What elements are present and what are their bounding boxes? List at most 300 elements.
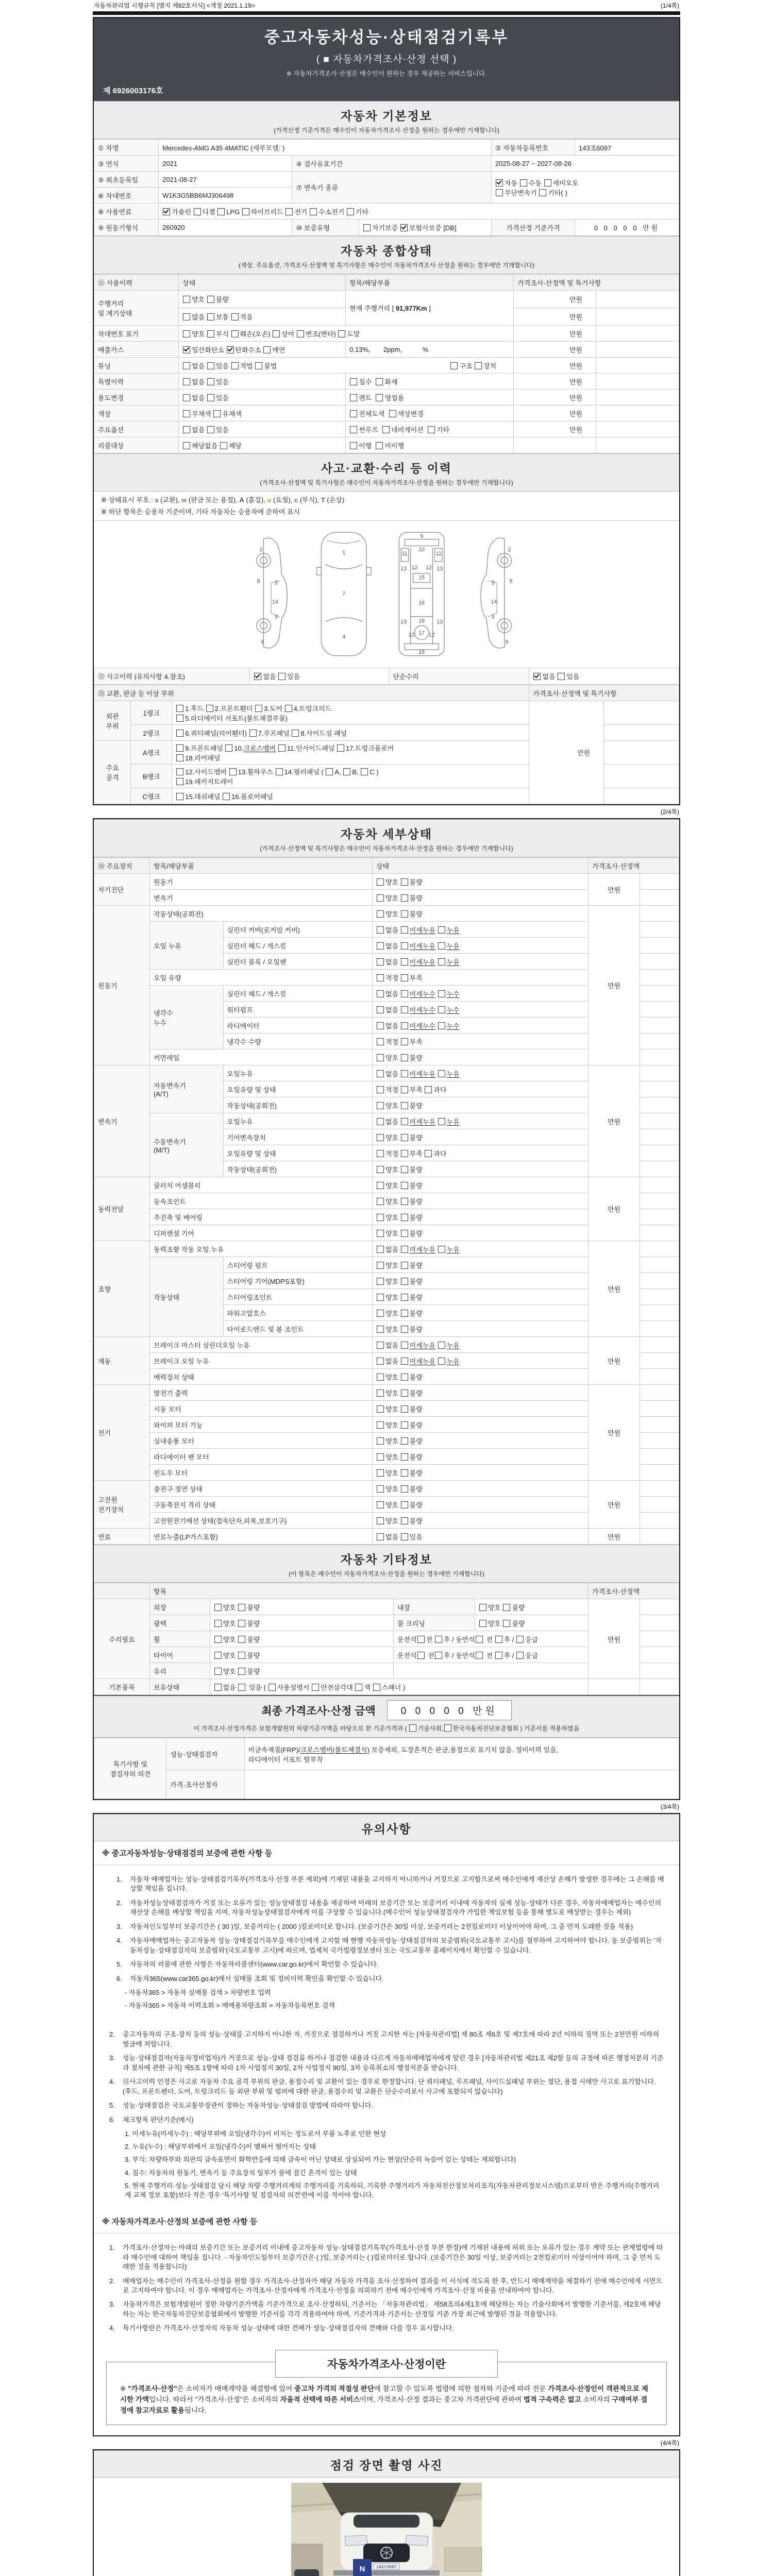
checkbox[interactable]	[401, 1150, 408, 1157]
checkbox[interactable]	[438, 1358, 445, 1365]
item-cell: 동력조향 작동 오일 누유	[149, 1241, 372, 1257]
checkbox[interactable]	[183, 442, 190, 449]
checkbox[interactable]	[401, 910, 408, 918]
checkbox[interactable]	[438, 990, 445, 997]
checkbox[interactable]	[401, 878, 408, 886]
checkbox[interactable]	[401, 1118, 408, 1125]
state-cell: 없음 미세누수 누수	[372, 1002, 588, 1018]
checkbox[interactable]	[377, 1342, 384, 1349]
checkbox[interactable]	[183, 378, 190, 385]
state-cell: 양호 불량	[372, 1257, 588, 1273]
checkbox[interactable]	[242, 208, 249, 215]
checkbox[interactable]	[401, 1533, 408, 1540]
checkbox[interactable]	[220, 442, 227, 449]
checkbox[interactable]	[401, 1006, 408, 1013]
checkbox[interactable]	[231, 362, 239, 369]
first-reg-value: 2021-08-27	[159, 172, 292, 188]
state-cell: 없음 미세누유 누유	[372, 1353, 588, 1369]
checkbox[interactable]	[401, 1198, 408, 1205]
checkbox[interactable]	[377, 1326, 384, 1333]
notes-cell	[640, 986, 679, 1002]
checkbox[interactable]	[377, 1070, 384, 1077]
checkbox[interactable]	[401, 1134, 408, 1141]
checkbox[interactable]	[377, 990, 384, 997]
checkbox[interactable]	[377, 1485, 384, 1493]
checkbox[interactable]	[377, 926, 384, 934]
checkbox[interactable]	[409, 1724, 416, 1732]
checkbox[interactable]	[238, 1636, 245, 1643]
checkbox[interactable]	[377, 974, 384, 981]
checkbox[interactable]	[425, 1150, 432, 1157]
notice-number: 6.	[109, 2115, 115, 2124]
checkbox[interactable]	[401, 1182, 408, 1189]
checkbox[interactable]	[377, 1246, 384, 1253]
checkbox[interactable]	[207, 362, 214, 369]
checkbox[interactable]	[207, 426, 214, 433]
price-cell: 만원	[514, 374, 596, 389]
checkbox[interactable]	[377, 1533, 384, 1540]
checkbox[interactable]	[496, 189, 503, 196]
checkbox[interactable]	[231, 313, 239, 320]
checkbox[interactable]	[401, 1278, 408, 1285]
checkbox[interactable]	[183, 410, 190, 417]
checkbox[interactable]	[207, 296, 214, 303]
checkbox[interactable]	[214, 1652, 222, 1659]
item-cell: 작동상태(공회전)	[223, 1097, 372, 1113]
checkbox[interactable]	[223, 793, 230, 800]
checkbox[interactable]	[401, 1086, 408, 1093]
detail-band	[94, 819, 679, 857]
checkbox[interactable]	[229, 768, 237, 775]
notes-cell	[596, 421, 679, 437]
checkbox[interactable]	[401, 1517, 408, 1524]
notes-cell	[640, 1369, 679, 1385]
checkbox[interactable]	[350, 378, 357, 385]
checkbox[interactable]	[401, 1501, 408, 1509]
notices-group1	[94, 1865, 679, 2020]
checkbox[interactable]	[401, 1389, 408, 1397]
notice-text: 매매업자는 매수인이 가격조사·산정을 원할 경우 가격조사·산정자가 해당 자동차 가격을 조사·산정하여 결과를 이 서식에 적도록 한 후, 반드시 매매계약을 체결하기 전에 매수인에게 서면으로 고지하여야 합니다. 이 경우 매매업자는 가격조사·산정자에게 가격조사·산정을 의뢰하기 전에 매수인에게 가격조사·산정 비용을 안내하여야 합니다.	[123, 2277, 662, 2295]
checkbox[interactable]	[255, 362, 262, 369]
state-cell: 양호 불량	[372, 1513, 588, 1529]
panel-number: 3	[274, 614, 278, 620]
checkbox[interactable]	[401, 1326, 408, 1333]
legend-line-1: ※ 상태표시 부호 : x (교환), w (판금 또는 용접), A (흠집), u (요철), c (부식), T (손상)	[101, 496, 345, 504]
page-marker-1: (1/4쪽)	[660, 2, 679, 9]
checkbox[interactable]	[377, 878, 384, 886]
notes-cell	[640, 1631, 679, 1647]
checkbox[interactable]	[376, 378, 383, 385]
accident-row	[94, 668, 679, 685]
checkbox[interactable]	[377, 1389, 384, 1397]
checkbox[interactable]	[238, 1668, 245, 1675]
checkbox[interactable]	[176, 744, 183, 752]
checkbox[interactable]	[206, 705, 213, 712]
state-cell: 일산화탄소 탄화수소 매연	[179, 342, 346, 358]
checkbox[interactable]	[343, 768, 350, 775]
checkbox[interactable]	[214, 1604, 222, 1611]
checkbox[interactable]	[401, 1022, 408, 1029]
checkbox[interactable]	[183, 426, 190, 433]
panel-number: 15	[418, 574, 425, 581]
notes-cell	[596, 326, 679, 342]
col-price: 가격조사·산정액	[588, 1583, 679, 1599]
checkbox[interactable]	[476, 1652, 483, 1659]
checkbox[interactable]	[558, 673, 565, 680]
checkbox[interactable]	[401, 1166, 408, 1173]
checkbox[interactable]	[401, 990, 408, 997]
notes-cell	[640, 1161, 679, 1177]
checkbox[interactable]	[516, 1636, 524, 1643]
notice-text: 체크항목 판단기준(예시)	[123, 2115, 194, 2124]
checkbox[interactable]	[249, 730, 257, 737]
checkbox[interactable]	[377, 1437, 384, 1445]
checkbox[interactable]	[479, 1620, 486, 1627]
checkbox[interactable]	[475, 362, 482, 369]
checkbox[interactable]	[401, 1485, 408, 1493]
checkbox[interactable]	[214, 1668, 222, 1675]
checkbox[interactable]	[377, 958, 384, 965]
checkbox[interactable]	[213, 410, 221, 417]
checkbox[interactable]	[377, 1214, 384, 1221]
checkbox[interactable]	[425, 1086, 432, 1093]
checkbox[interactable]	[377, 1517, 384, 1524]
checkbox[interactable]	[438, 1118, 445, 1125]
checkbox[interactable]	[401, 1437, 408, 1445]
state-cell: 양호 불량	[372, 1049, 588, 1065]
notes-cell	[640, 1033, 679, 1049]
panel-number: 13	[436, 619, 443, 625]
checkbox[interactable]	[268, 1684, 276, 1691]
checkbox[interactable]	[438, 1022, 445, 1029]
checkbox[interactable]	[207, 313, 214, 320]
notice-item	[109, 2077, 666, 2096]
item-label: 내장	[393, 1599, 475, 1615]
checkbox[interactable]	[401, 1070, 408, 1077]
checkbox[interactable]	[255, 705, 262, 712]
item-cell: 추진축 및 베어링	[149, 1209, 372, 1225]
checkbox[interactable]	[377, 1086, 384, 1093]
checkbox[interactable]	[377, 1182, 384, 1189]
checkbox[interactable]	[350, 426, 357, 433]
base-price-label: 가격산정 기준가격	[492, 219, 575, 236]
checkbox[interactable]	[377, 1102, 384, 1109]
checkbox[interactable]	[401, 1421, 408, 1429]
checkbox[interactable]	[238, 1684, 245, 1691]
checkbox[interactable]	[438, 1342, 445, 1349]
checkbox[interactable]	[516, 1652, 524, 1659]
checkbox[interactable]	[183, 330, 190, 337]
panel-number: 12	[425, 565, 432, 571]
checkbox[interactable]	[377, 1118, 384, 1125]
transmission-options: 자동 수동 세미오토 무단변속기 기타( )	[492, 172, 679, 204]
checkbox[interactable]	[401, 1294, 408, 1301]
checkbox[interactable]	[238, 1604, 245, 1611]
checkbox[interactable]	[438, 958, 445, 965]
engine-type-value: 260920	[159, 219, 292, 236]
checkbox[interactable]	[438, 942, 445, 950]
notes-cell	[640, 1599, 679, 1615]
checkbox[interactable]	[495, 1636, 502, 1643]
checkbox-checked[interactable]	[254, 673, 261, 680]
checkbox[interactable]	[377, 1022, 384, 1029]
panel-category: 외판 부위	[94, 701, 131, 741]
checkbox[interactable]	[376, 442, 383, 449]
basic-info-note: (가격산정 기준가격은 매수인이 자동차가격조사·산정을 원하는 경우에만 기재합니다)	[274, 127, 499, 134]
checkbox[interactable]	[377, 1405, 384, 1413]
checkbox[interactable]	[377, 1262, 384, 1269]
checkbox[interactable]	[401, 1405, 408, 1413]
col-price: 가격조사·산정액	[588, 858, 679, 874]
checkbox[interactable]	[401, 1230, 408, 1237]
notes-cell	[640, 1209, 679, 1225]
checkbox[interactable]	[377, 1453, 384, 1461]
checkbox-checked[interactable]	[183, 346, 190, 353]
checkbox[interactable]	[285, 705, 292, 712]
notes-cell	[640, 1257, 679, 1273]
checkbox[interactable]	[435, 1652, 442, 1659]
checkbox[interactable]	[377, 1278, 384, 1285]
state-cell: 양호 불량	[372, 1209, 588, 1225]
checkbox[interactable]	[231, 330, 239, 337]
basic-row-3	[94, 172, 679, 188]
notice-item	[116, 1960, 666, 1969]
panel-number: 17	[418, 630, 425, 636]
item-cell: 원동기	[149, 874, 372, 890]
checkbox[interactable]	[338, 330, 345, 337]
checkbox[interactable]	[363, 224, 371, 231]
checkbox-checked[interactable]	[400, 224, 408, 231]
checkbox[interactable]	[278, 673, 285, 680]
state-cell: 적정 부족 과다	[372, 1081, 588, 1097]
state-cell: 양호 불량	[372, 1289, 588, 1305]
checkbox[interactable]	[438, 1070, 445, 1077]
checkbox[interactable]	[377, 1134, 384, 1141]
checkbox[interactable]	[176, 768, 183, 775]
checkbox[interactable]	[417, 1636, 425, 1643]
checkbox[interactable]	[503, 1604, 510, 1611]
accident-note: (가격조사·산정액 및 특기사항은 매수인이 자동차가격조사·산정을 원하는 경우에만 기재합니다)	[260, 479, 513, 486]
checkbox[interactable]	[520, 179, 527, 187]
checkbox[interactable]	[350, 442, 357, 449]
checkbox[interactable]	[355, 1684, 362, 1691]
checkbox[interactable]	[401, 1358, 408, 1365]
overall-note: (색상, 주요옵션, 가격조사·산정액 및 특기사항은 매수인이 자동차가격조사·산정을 원하는 경우에만 기재합니다)	[238, 262, 535, 269]
checkbox[interactable]	[438, 1006, 445, 1013]
checkbox[interactable]	[347, 208, 354, 215]
checkbox[interactable]	[479, 1604, 486, 1611]
checkbox[interactable]	[377, 1054, 384, 1061]
checkbox[interactable]	[194, 208, 201, 215]
checkbox[interactable]	[176, 715, 183, 722]
checkbox[interactable]	[476, 1636, 483, 1643]
accident-history-table	[94, 668, 679, 685]
checkbox[interactable]	[214, 1620, 222, 1627]
checkbox[interactable]	[377, 910, 384, 918]
notice-number: 4.	[109, 2324, 115, 2332]
checkbox[interactable]	[438, 1246, 445, 1253]
checkbox[interactable]	[373, 1684, 380, 1691]
state-cell: 없음 있음	[372, 1529, 588, 1545]
checkbox[interactable]	[435, 1636, 442, 1643]
checkbox[interactable]	[326, 768, 333, 775]
item-cell: 0.13%, 2ppm, %	[346, 342, 514, 358]
checkbox[interactable]	[238, 1652, 245, 1659]
checkbox[interactable]	[238, 1620, 245, 1627]
checkbox[interactable]	[401, 926, 408, 934]
notes-cell	[640, 1113, 679, 1129]
checkbox[interactable]	[401, 1054, 408, 1061]
notices-sub2: ※ 자동차가격조사·산정의 보증에 관한 사항 등	[94, 2210, 679, 2233]
checkbox[interactable]	[401, 1342, 408, 1349]
checkbox[interactable]	[428, 426, 435, 433]
checkbox[interactable]	[401, 1262, 408, 1269]
checkbox[interactable]	[207, 330, 214, 337]
checkbox[interactable]	[389, 410, 396, 417]
checkbox[interactable]	[350, 410, 357, 417]
checkbox[interactable]	[183, 394, 190, 401]
checkbox[interactable]	[176, 793, 183, 800]
checkbox[interactable]	[292, 730, 299, 737]
checkbox[interactable]	[495, 1652, 502, 1659]
item-label: 룸 크리닝	[393, 1615, 475, 1631]
notice-text: 중고자동차의 구조·장치 등의 성능·상태를 고지하지 아니한 자, 거짓으로 점검하거나 거짓 고지한 자는 [자동차관리법] 제 80조 제6호 및 제7호에 따라 2년 이하의 징역 또는 2천만원 이하의 벌금에 처합니다.	[123, 2030, 660, 2048]
checkbox[interactable]	[377, 1310, 384, 1317]
notes-cell	[596, 389, 679, 405]
checkbox[interactable]	[183, 362, 190, 369]
car-name-value: Mercedes-AMG A35 4MATIC (세부모델: )	[159, 140, 492, 156]
checkbox[interactable]	[377, 1038, 384, 1045]
notice-number: 3.	[109, 2054, 115, 2062]
checkbox[interactable]	[310, 208, 317, 215]
checkbox[interactable]	[401, 1310, 408, 1317]
checkbox[interactable]	[401, 1246, 408, 1253]
state-cell: 없음 있음 적법 불법 구조 장치	[179, 358, 514, 374]
checkbox[interactable]	[401, 894, 408, 902]
state-cell: 양호 불량	[372, 1177, 588, 1193]
notes-cell	[640, 1679, 679, 1695]
checkbox[interactable]	[539, 189, 546, 196]
rank-row	[94, 701, 679, 725]
checkbox-checked[interactable]	[533, 673, 541, 680]
checkbox[interactable]	[377, 1166, 384, 1173]
checkbox[interactable]	[401, 1374, 408, 1381]
checkbox[interactable]	[176, 730, 183, 737]
checkbox[interactable]	[214, 1684, 222, 1691]
page-4	[93, 2449, 680, 2576]
notes-cell	[596, 291, 679, 308]
notes-cell	[640, 1097, 679, 1113]
checkbox[interactable]	[312, 1684, 319, 1691]
notes-cell	[596, 405, 679, 421]
checkbox-checked[interactable]	[496, 179, 503, 187]
checkbox[interactable]	[377, 1469, 384, 1477]
checkbox[interactable]	[225, 744, 232, 752]
state-cell: 무채색 유채색	[179, 405, 346, 421]
checkbox[interactable]	[444, 1724, 451, 1732]
checkbox[interactable]	[273, 330, 280, 337]
item-cell: 라디에이터	[223, 1018, 372, 1033]
checkbox[interactable]	[263, 346, 271, 353]
checkbox-checked[interactable]	[163, 208, 170, 215]
checkbox[interactable]	[207, 394, 214, 401]
checkbox[interactable]	[401, 958, 408, 965]
checkbox[interactable]	[350, 394, 357, 401]
checkbox[interactable]	[276, 768, 283, 775]
checkbox[interactable]	[377, 894, 384, 902]
checkbox[interactable]	[377, 1150, 384, 1157]
checkbox[interactable]	[183, 296, 190, 303]
overall-row	[94, 421, 679, 437]
checkbox[interactable]	[278, 744, 285, 752]
notes-cell	[596, 342, 679, 358]
checkbox[interactable]	[417, 1652, 425, 1659]
checkbox[interactable]	[401, 1038, 408, 1045]
notes-cell	[640, 1273, 679, 1289]
checkbox[interactable]	[285, 208, 293, 215]
notice-subitem: 3. 부식: 차량하부와 외판의 금속표면이 화학반응에 의해 금속이 아닌 상태로 상실되어 가는 현상(단순히 녹슬어 있는 상태는 제외합니다)	[125, 2156, 516, 2164]
checkbox[interactable]	[377, 942, 384, 950]
checkbox[interactable]	[297, 330, 304, 337]
checkbox[interactable]	[438, 926, 445, 934]
notes-cell	[640, 1615, 679, 1631]
checkbox[interactable]	[176, 778, 183, 785]
checkbox[interactable]	[377, 1374, 384, 1381]
checkbox[interactable]	[377, 1198, 384, 1205]
other-info-table	[94, 1583, 679, 1695]
checkbox[interactable]	[401, 1453, 408, 1461]
state-cell: 없음 미세누수 누수	[372, 1018, 588, 1033]
checkbox[interactable]	[376, 394, 383, 401]
checkbox[interactable]	[176, 705, 183, 712]
checkbox[interactable]	[176, 754, 183, 761]
checkbox[interactable]	[361, 768, 368, 775]
checkbox[interactable]	[401, 1469, 408, 1477]
checkbox[interactable]	[207, 378, 214, 385]
state-cell: 양호 불량	[210, 1599, 393, 1615]
state-cell: 양호 불량	[210, 1631, 393, 1647]
regulation-text: 자동차관리법 시행규칙 [별지 제82호서식] <개정 2021.1.19>	[94, 2, 255, 9]
notice-item	[116, 1922, 666, 1931]
item-cell: 스티어링조인트	[223, 1289, 372, 1305]
notice-text: ⑫사고이력 인정은 사고로 자동차 주요 골격 부위의 판금, 용접수리 및 교환이 있는 경우로 한정합니다. 단 쿼터패널, 루프패널, 사이드실패널 부위는 절단, 용접 시에만 사고로 표기합니다. (후드, 프론트펜더, 도어, 트렁크리드 등 외판 부위 및 범퍼에 대한 판금, 용접수리 및 교환은 단순수리로서 사고에 포함되지 않습니다)	[123, 2078, 656, 2095]
checkbox[interactable]	[401, 974, 408, 981]
checkbox[interactable]	[401, 1102, 408, 1109]
inspection-photo-1	[94, 2478, 679, 2576]
detail-row	[94, 1177, 679, 1193]
checkbox[interactable]	[450, 362, 458, 369]
checkbox[interactable]	[337, 744, 344, 752]
checkbox[interactable]	[503, 1620, 510, 1627]
checkbox[interactable]	[183, 313, 190, 320]
checkbox[interactable]	[214, 1636, 222, 1643]
checkbox[interactable]	[377, 1421, 384, 1429]
state-cell: 없음 미세누유 누유	[372, 1065, 588, 1081]
warranty-options: 자기보증 보험사보증 [DB]	[359, 219, 492, 236]
checkbox-checked[interactable]	[227, 346, 234, 353]
checkbox[interactable]	[377, 1230, 384, 1237]
checkbox[interactable]	[401, 1214, 408, 1221]
checkbox[interactable]	[377, 1294, 384, 1301]
checkbox[interactable]	[377, 1006, 384, 1013]
checkbox[interactable]	[377, 1501, 384, 1509]
checkbox[interactable]	[377, 1358, 384, 1365]
notes-cell	[640, 1417, 679, 1433]
checkbox[interactable]	[401, 942, 408, 950]
checkbox[interactable]	[382, 426, 390, 433]
checkbox[interactable]	[544, 179, 551, 187]
checkbox[interactable]	[217, 208, 225, 215]
